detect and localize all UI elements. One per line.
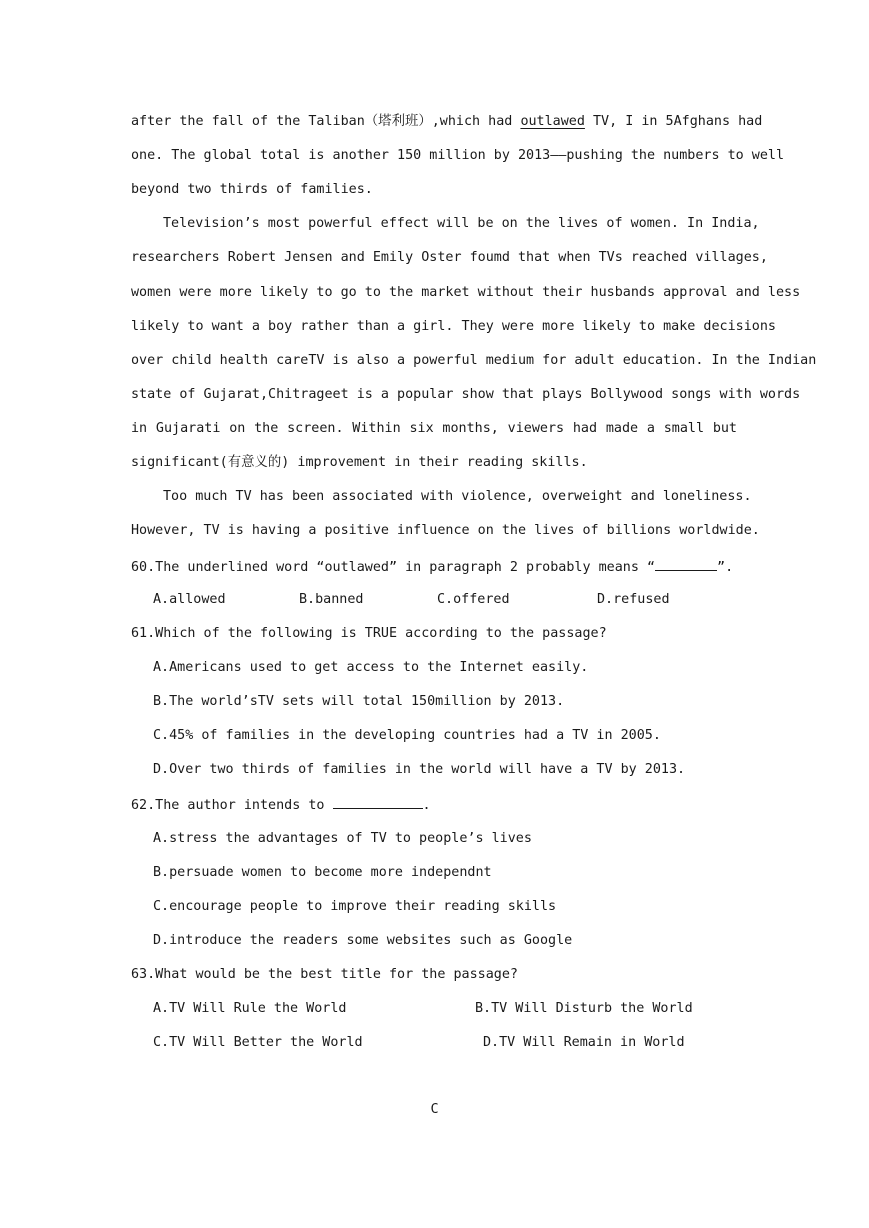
question-63-option-b: B.TV Will Disturb the World [475, 1001, 693, 1016]
question-62-stem: 62.The author intends to . [131, 794, 737, 816]
question-61-option-a: A.Americans used to get access to the Internet easily. [153, 660, 589, 675]
question-60-option-a: A.allowed [153, 592, 226, 607]
passage-line: over child health careTV is also a powerful medium for adult education. In the Indian [131, 353, 817, 368]
passage-line: However, TV is having a positive influence on the lives of billions worldwide. [131, 523, 760, 538]
passage-line: Television’s most powerful effect will be on the lives of women. In India, [163, 216, 760, 231]
question-63-option-a: A.TV Will Rule the World [153, 1001, 347, 1016]
passage-line: researchers Robert Jensen and Emily Oster foumd that when TVs reached villages, [131, 250, 768, 265]
question-60-stem: 60.The underlined word “outlawed” in paragraph 2 probably means “ ”. [131, 556, 737, 578]
passage-line: in Gujarati on the screen. Within six months, viewers had made a small but [131, 421, 737, 436]
question-63-option-c: C.TV Will Better the World [153, 1035, 363, 1050]
question-62-option-a: A.stress the advantages of TV to people’s lives [153, 831, 532, 846]
question-60-option-b: B.banned [299, 592, 364, 607]
question-61-option-d: D.Over two thirds of families in the world will have a TV by 2013. [153, 762, 686, 777]
passage-line: beyond two thirds of families. [131, 182, 373, 197]
passage-line: women were more likely to go to the market without their husbands approval and less [131, 285, 801, 300]
question-62-option-b: B.persuade women to become more independnt [153, 865, 492, 880]
section-heading: C [430, 1102, 439, 1117]
passage-line: after the fall of the Taliban（塔利班）,which had outlawed TV, I in 5Afghans had [131, 114, 763, 129]
passage-line: state of Gujarat,Chitrageet is a popular show that plays Bollywood songs with words [131, 387, 801, 402]
passage-line: Too much TV has been associated with violence, overweight and loneliness. [163, 489, 752, 504]
passage-line: significant(有意义的) improvement in their reading skills. [131, 455, 588, 470]
passage-line: one. The global total is another 150 million by 2013——pushing the numbers to well [131, 148, 785, 163]
question-62-option-d: D.introduce the readers some websites such as Google [153, 933, 573, 948]
question-63-option-d: D.TV Will Remain in World [483, 1035, 685, 1050]
question-61-option-c: C.45% of families in the developing countries had a TV in 2005. [153, 728, 661, 743]
question-61-stem: 61.Which of the following is TRUE according to the passage? [131, 626, 607, 641]
passage-line: likely to want a boy rather than a girl. They were more likely to make decisions [131, 319, 776, 334]
question-63-stem: 63.What would be the best title for the passage? [131, 967, 518, 982]
question-61-option-b: B.The world’sTV sets will total 150million by 2013. [153, 694, 565, 709]
question-60-option-d: D.refused [597, 592, 670, 607]
answer-blank [333, 794, 423, 809]
answer-blank [655, 556, 717, 571]
underlined-word: outlawed [520, 114, 585, 129]
question-62-option-c: C.encourage people to improve their reading skills [153, 899, 557, 914]
question-60-option-c: C.offered [437, 592, 510, 607]
